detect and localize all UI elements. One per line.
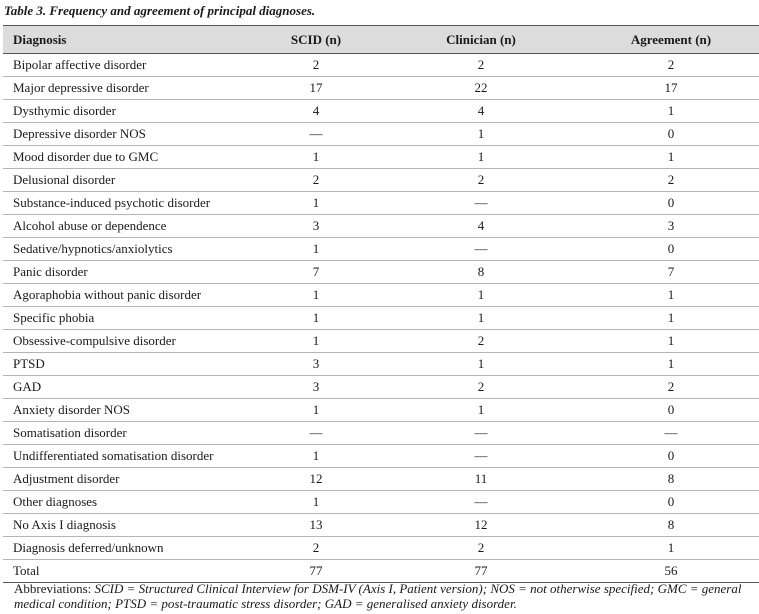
table-row [3,537,759,560]
cell-clinician: 2 [383,54,579,77]
table-row [3,330,759,353]
cell-diagnosis: Agoraphobia without panic disorder [3,284,249,307]
cell-diagnosis: Adjustment disorder [3,468,249,491]
cell-scid: 1 [249,330,383,353]
table-row [3,422,759,445]
cell-diagnosis: Diagnosis deferred/unknown [3,537,249,560]
table-row [3,284,759,307]
cell-clinician: 77 [383,560,579,583]
cell-scid: 7 [249,261,383,284]
cell-clinician: — [383,491,579,514]
cell-diagnosis: Sedative/hypnotics/anxiolytics [3,238,249,261]
cell-diagnosis: Major depressive disorder [3,77,249,100]
cell-clinician: 2 [383,537,579,560]
cell-clinician: 1 [383,146,579,169]
cell-clinician: 1 [383,307,579,330]
cell-clinician: — [383,422,579,445]
cell-diagnosis: Depressive disorder NOS [3,123,249,146]
cell-clinician: 1 [383,399,579,422]
cell-clinician: 4 [383,215,579,238]
table-row [3,445,759,468]
cell-agreement: 0 [579,491,759,514]
cell-agreement: 2 [579,376,759,399]
cell-scid: 4 [249,100,383,123]
cell-agreement: 2 [579,54,759,77]
cell-diagnosis: Somatisation disorder [3,422,249,445]
table-caption: Table 3. Frequency and agreement of principal diagnoses. [4,3,316,18]
cell-diagnosis: GAD [3,376,249,399]
cell-agreement: 0 [579,192,759,215]
table-row [3,261,759,284]
table-row [3,560,759,583]
cell-scid: 12 [249,468,383,491]
header-scid: SCID (n) [249,26,383,54]
table-row [3,376,759,399]
cell-diagnosis: Panic disorder [3,261,249,284]
table-row [3,100,759,123]
header-agreement: Agreement (n) [579,26,759,54]
table-header-row [3,26,759,54]
cell-scid: 3 [249,376,383,399]
table-row [3,399,759,422]
cell-clinician: 1 [383,284,579,307]
cell-agreement: 0 [579,399,759,422]
cell-clinician: 2 [383,376,579,399]
cell-scid: 1 [249,238,383,261]
cell-clinician: 12 [383,514,579,537]
cell-agreement: 0 [579,123,759,146]
cell-diagnosis: Anxiety disorder NOS [3,399,249,422]
footnote-text: SCID = Structured Clinical Interview for DSM-IV (Axis I, Patient version); NOS = not otherwise specified; GMC = general medical condition; PTSD = post-traumatic stress disorder; GAD = generalised anxiety disorder. [14,581,742,611]
cell-scid: 3 [249,215,383,238]
cell-agreement: 8 [579,514,759,537]
cell-scid: 13 [249,514,383,537]
table-row [3,146,759,169]
cell-diagnosis: Other diagnoses [3,491,249,514]
cell-agreement: 3 [579,215,759,238]
cell-agreement: 56 [579,560,759,583]
diagnoses-table [3,25,759,583]
cell-agreement: 1 [579,353,759,376]
cell-scid: 1 [249,399,383,422]
cell-clinician: 2 [383,169,579,192]
table-row [3,468,759,491]
footnote [14,581,754,611]
cell-clinician: — [383,445,579,468]
cell-clinician: 1 [383,353,579,376]
table-row [3,307,759,330]
cell-scid: 1 [249,307,383,330]
cell-clinician: 2 [383,330,579,353]
cell-scid: 1 [249,445,383,468]
cell-agreement: 1 [579,284,759,307]
table-row [3,353,759,376]
cell-scid: 17 [249,77,383,100]
cell-clinician: — [383,192,579,215]
footnote-prefix: Abbreviations: [14,581,95,596]
cell-scid: 77 [249,560,383,583]
cell-agreement: 1 [579,146,759,169]
cell-scid: 1 [249,146,383,169]
cell-clinician: 22 [383,77,579,100]
table-row [3,192,759,215]
cell-agreement: 1 [579,537,759,560]
cell-agreement: 17 [579,77,759,100]
cell-agreement: — [579,422,759,445]
cell-diagnosis: No Axis I diagnosis [3,514,249,537]
header-clinician: Clinician (n) [383,26,579,54]
table-row [3,238,759,261]
cell-agreement: 0 [579,445,759,468]
table-row [3,491,759,514]
cell-scid: 2 [249,54,383,77]
cell-scid: 2 [249,537,383,560]
cell-agreement: 0 [579,238,759,261]
cell-agreement: 1 [579,307,759,330]
cell-clinician: 8 [383,261,579,284]
cell-diagnosis: Obsessive-compulsive disorder [3,330,249,353]
cell-clinician: 4 [383,100,579,123]
cell-scid: — [249,123,383,146]
table-row [3,514,759,537]
cell-clinician: — [383,238,579,261]
table-row [3,77,759,100]
table-row [3,54,759,77]
cell-diagnosis: Alcohol abuse or dependence [3,215,249,238]
cell-diagnosis: Mood disorder due to GMC [3,146,249,169]
cell-agreement: 7 [579,261,759,284]
header-diagnosis: Diagnosis [3,26,249,54]
cell-diagnosis: Delusional disorder [3,169,249,192]
cell-scid: — [249,422,383,445]
cell-agreement: 2 [579,169,759,192]
cell-scid: 3 [249,353,383,376]
table-row [3,215,759,238]
cell-scid: 1 [249,192,383,215]
cell-diagnosis: Dysthymic disorder [3,100,249,123]
cell-diagnosis: Total [3,560,249,583]
cell-agreement: 1 [579,330,759,353]
cell-clinician: 11 [383,468,579,491]
cell-diagnosis: Substance-induced psychotic disorder [3,192,249,215]
cell-diagnosis: PTSD [3,353,249,376]
cell-clinician: 1 [383,123,579,146]
table-body [3,54,759,583]
cell-diagnosis: Undifferentiated somatisation disorder [3,445,249,468]
cell-scid: 1 [249,491,383,514]
cell-agreement: 1 [579,100,759,123]
cell-agreement: 8 [579,468,759,491]
table-row [3,169,759,192]
cell-scid: 2 [249,169,383,192]
table-row [3,123,759,146]
cell-scid: 1 [249,284,383,307]
cell-diagnosis: Bipolar affective disorder [3,54,249,77]
cell-diagnosis: Specific phobia [3,307,249,330]
